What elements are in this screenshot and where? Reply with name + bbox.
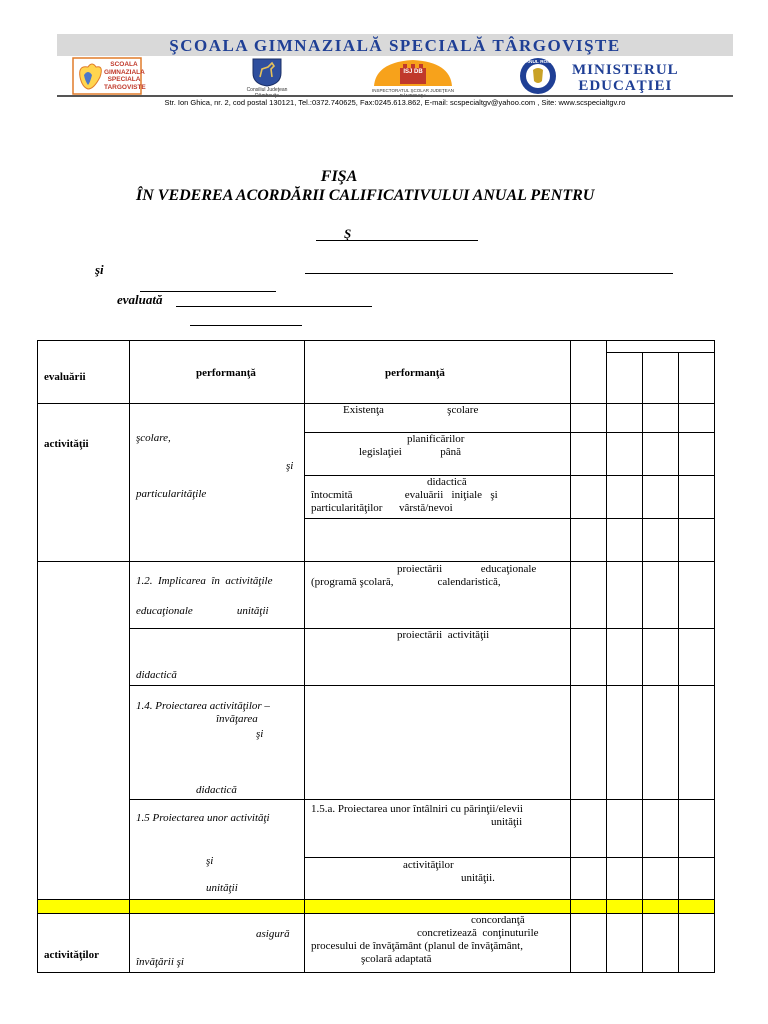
criterion-2-1 <box>130 914 305 973</box>
indicator-1-5-a <box>305 800 571 858</box>
name-field-line <box>316 228 478 241</box>
score-cell <box>679 433 715 476</box>
criterion-1-4-b: învăţarea <box>216 713 258 725</box>
isj-label: INSPECTORATUL ŞCOLAR JUDEŢEAN <box>372 88 454 93</box>
score-cell <box>607 562 643 629</box>
score-cell <box>607 914 643 973</box>
domain-cell-1-cont <box>38 562 130 900</box>
indicator-1-5-a-text-1: 1.5.a. Proiectarea unor întâlniri cu părinţii/elevii <box>311 803 523 815</box>
indicator-2-1-text-1: concordanţă <box>471 914 525 926</box>
field-line-4 <box>190 313 302 326</box>
score-cell <box>679 519 715 562</box>
score-cell <box>679 914 715 973</box>
indicator-1-1-a-text: Existenţa şcolare <box>343 404 479 416</box>
indicator-1-1-b <box>305 433 571 476</box>
criterion-1-3-text: didactică <box>136 669 177 681</box>
isj-badge: ISJ DB <box>403 69 423 75</box>
subtotal-cell <box>679 900 715 914</box>
header-cell-eval-group <box>607 341 715 353</box>
indicator-1-1-d <box>305 519 571 562</box>
indicator-2-1-text-4: şcolară adaptată <box>361 953 432 965</box>
score-cell <box>679 404 715 433</box>
subtotal-cell <box>643 900 679 914</box>
county-label: Consiliul Judeţean <box>246 87 288 93</box>
score-cell <box>607 629 643 686</box>
criterion-1-2-b: educaţionale unităţii <box>136 605 269 617</box>
criterion-2-1-b: învăţării şi <box>136 956 184 968</box>
subtotal-row <box>38 900 715 914</box>
field-line-si <box>305 261 673 274</box>
ministry-name: MINISTERUL EDUCAŢIEI <box>572 62 679 94</box>
score-cell <box>607 858 643 900</box>
score-cell <box>571 562 607 629</box>
criterion-1-3 <box>130 629 305 686</box>
school-address: Str. Ion Ghica, nr. 2, cod postal 130121, Tel.:0372.740625, Fax:0245.613.862, E-mail: scspecialtgv@yahoo.com , Site: www.scspecialtgv.ro <box>164 98 626 107</box>
header-domain-text: evaluării <box>44 371 86 383</box>
subtotal-cell <box>571 900 607 914</box>
header-divider <box>57 95 733 97</box>
criterion-1-5-c: unităţii <box>206 882 238 894</box>
header-sub-3 <box>679 353 715 404</box>
indicator-1-1-c-text-1: didactică <box>427 476 467 488</box>
criterion-1-4-c: şi <box>256 728 264 740</box>
score-cell <box>607 800 643 858</box>
form-title: FIŞA <box>320 168 358 185</box>
header-indicators-text: performanţă <box>385 367 445 379</box>
table-header-row-top <box>38 341 715 353</box>
score-cell <box>643 562 679 629</box>
indicator-1-3-text: proiectării activităţii <box>397 629 490 641</box>
criterion-1-5-a: 1.5 Proiectarea unor activităţi <box>136 812 270 824</box>
label-evaluata: evaluată <box>117 292 163 307</box>
score-cell <box>643 629 679 686</box>
table-row <box>38 562 715 629</box>
score-cell <box>679 476 715 519</box>
score-cell <box>643 404 679 433</box>
indicator-2-1-text-2: concretizează conţinuturile <box>417 927 539 939</box>
header-criteria-text: performanţă <box>196 367 256 379</box>
school-name: ŞCOALA GIMNAZIALĂ SPECIALĂ TÂRGOVIŞTE <box>169 36 621 55</box>
indicator-1-2 <box>305 562 571 629</box>
field-line-evaluata <box>176 294 372 307</box>
table-row <box>38 800 715 858</box>
criterion-1-4 <box>130 686 305 800</box>
score-cell <box>679 686 715 800</box>
table-row <box>38 686 715 800</box>
indicator-1-5-b-text-2: unităţii. <box>461 872 495 884</box>
score-cell <box>643 476 679 519</box>
criterion-1-1-c: particularităţile <box>136 488 207 500</box>
name-field-letter: Ş <box>344 226 352 241</box>
score-cell <box>571 519 607 562</box>
table-row <box>38 629 715 686</box>
label-si: şi <box>95 262 104 277</box>
score-cell <box>643 433 679 476</box>
county-crest-icon <box>250 57 284 87</box>
score-cell <box>607 686 643 800</box>
score-cell <box>571 629 607 686</box>
score-cell <box>571 404 607 433</box>
domain-1-text: activităţii <box>44 438 89 450</box>
score-cell <box>571 433 607 476</box>
indicator-1-1-c <box>305 476 571 519</box>
header-cell-domain <box>38 341 130 404</box>
header-cell-criteria <box>130 341 305 404</box>
criterion-1-1-b: şi <box>286 460 294 472</box>
score-cell <box>607 433 643 476</box>
indicator-2-1-text-3: procesului de învăţământ (planul de învăţământ, <box>311 940 523 952</box>
criterion-1-5 <box>130 800 305 900</box>
indicator-1-2-text-1: proiectării educaţionale <box>397 563 537 575</box>
score-cell <box>679 800 715 858</box>
score-cell <box>571 800 607 858</box>
indicator-1-3 <box>305 629 571 686</box>
field-line-2 <box>140 279 276 292</box>
table-row <box>38 404 715 433</box>
score-cell <box>643 914 679 973</box>
score-cell <box>607 476 643 519</box>
score-cell <box>643 858 679 900</box>
criterion-1-2-a: 1.2. Implicarea în activităţile <box>136 575 273 587</box>
score-cell <box>571 858 607 900</box>
criterion-1-5-b: şi <box>206 855 214 867</box>
domain-cell-1 <box>38 404 130 562</box>
score-cell <box>679 858 715 900</box>
table-row <box>38 914 715 973</box>
gov-label: GUVERNUL ROMÂNIEI <box>511 60 565 65</box>
subtotal-cell <box>607 900 643 914</box>
score-cell <box>571 686 607 800</box>
criterion-1-4-d: didactică <box>196 784 237 796</box>
score-cell <box>679 629 715 686</box>
score-cell <box>571 476 607 519</box>
indicator-1-4 <box>305 686 571 800</box>
criterion-1-4-a: 1.4. Proiectarea activităţilor – <box>136 700 270 712</box>
indicator-1-5-b <box>305 858 571 900</box>
criterion-1-2 <box>130 562 305 629</box>
subtotal-cell <box>38 900 130 914</box>
indicator-1-1-b-text-2: legislaţiei până <box>359 446 462 458</box>
criterion-2-1-a: asigură <box>256 928 290 940</box>
header-sub-2 <box>643 353 679 404</box>
indicator-1-2-text-2: (programă şcolară, calendaristică, <box>311 576 501 588</box>
header-sub-1 <box>607 353 643 404</box>
indicator-2-1 <box>305 914 571 973</box>
score-cell <box>571 914 607 973</box>
indicator-1-1-a <box>305 404 571 433</box>
indicator-1-1-c-text-2: întocmită evaluării iniţiale şi <box>311 489 498 501</box>
score-cell <box>643 800 679 858</box>
header-cell-indicators <box>305 341 571 404</box>
indicator-1-1-c-text-3: particularităţilor vârstă/nevoi <box>311 502 453 514</box>
criterion-1-1 <box>130 404 305 562</box>
form-subtitle: ÎN VEDEREA ACORDĂRII CALIFICATIVULUI ANUAL PENTRU <box>136 187 595 204</box>
domain-2-text: activităţilor <box>44 949 99 961</box>
domain-cell-2 <box>38 914 130 973</box>
indicator-1-5-b-text-1: activităţilor <box>403 859 454 871</box>
score-cell <box>607 519 643 562</box>
subtotal-cell <box>305 900 571 914</box>
header-cell-score <box>571 341 607 404</box>
indicator-1-5-a-text-2: unităţii <box>491 816 523 828</box>
score-cell <box>607 404 643 433</box>
school-logo-text: SCOALA GIMNAZIALA SPECIALA TARGOVISTE <box>104 61 146 91</box>
evaluation-table <box>37 340 715 973</box>
indicator-1-1-b-text-1: planificărilor <box>407 433 465 445</box>
score-cell <box>643 686 679 800</box>
criterion-1-1-a: şcolare, <box>136 432 171 444</box>
score-cell <box>643 519 679 562</box>
subtotal-cell <box>130 900 305 914</box>
score-cell <box>679 562 715 629</box>
